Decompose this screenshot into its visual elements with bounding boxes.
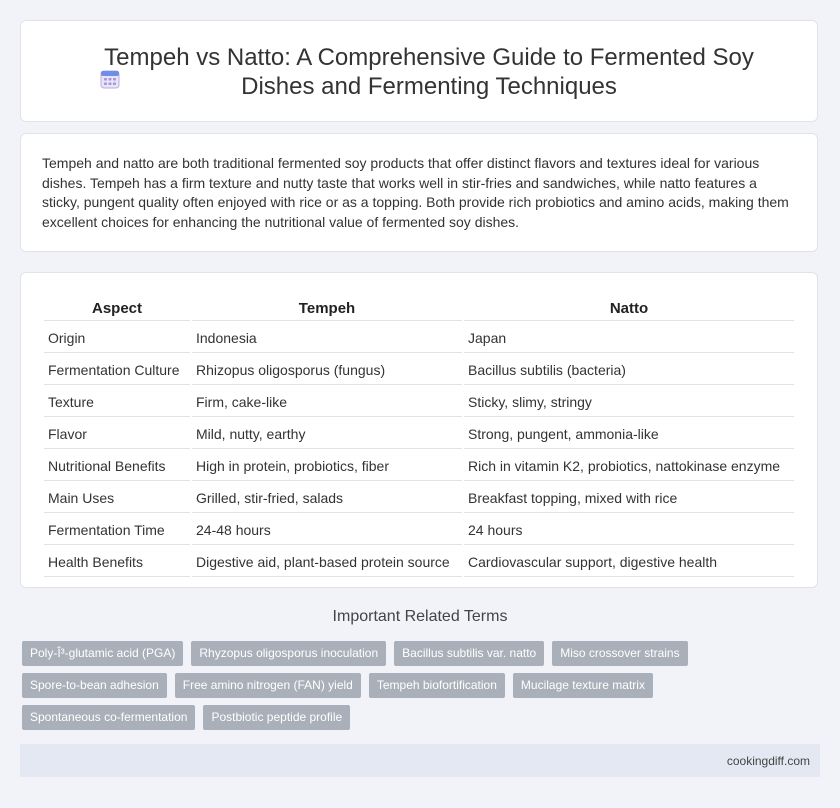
- intro-card: [20, 133, 818, 252]
- table-cell: 24-48 hours: [192, 515, 462, 545]
- table-row: [44, 355, 794, 385]
- table-cell: Health Benefits: [44, 547, 190, 577]
- footer: [20, 744, 820, 777]
- table-cell: Digestive aid, plant-based protein source: [192, 547, 462, 577]
- related-term-tag[interactable]: Postbiotic peptide profile: [203, 705, 350, 730]
- related-term-tag[interactable]: Free amino nitrogen (FAN) yield: [175, 673, 361, 698]
- table-header-row: [44, 297, 794, 321]
- related-terms-list: [22, 641, 702, 730]
- table-row: [44, 451, 794, 481]
- related-term-tag[interactable]: Poly-Î³-glutamic acid (PGA): [22, 641, 183, 666]
- table-cell: Bacillus subtilis (bacteria): [464, 355, 794, 385]
- column-header-aspect: Aspect: [44, 297, 190, 321]
- column-header-natto: Natto: [464, 297, 794, 321]
- comparison-card: [20, 272, 818, 588]
- table-cell: Fermentation Culture: [44, 355, 190, 385]
- table-cell: Indonesia: [192, 323, 462, 353]
- intro-paragraph: Tempeh and natto are both traditional fermented soy products that offer distinct flavors and textures ideal for various dishes. Tempeh has a firm texture and nutty taste that works well in stir-fries and sandwiches, while natto features a sticky, pungent quality often enjoyed with rice or as a topping. Both provide rich probiotics and amino acids, making them excellent choices for enhancing the nutritional value of fermented soy dishes.: [42, 155, 789, 230]
- table-cell: Rhizopus oligosporus (fungus): [192, 355, 462, 385]
- table-cell: Flavor: [44, 419, 190, 449]
- table-cell: Mild, nutty, earthy: [192, 419, 462, 449]
- table-row: [44, 515, 794, 545]
- table-cell: Cardiovascular support, digestive health: [464, 547, 794, 577]
- comparison-table: [42, 295, 796, 579]
- table-cell: Texture: [44, 387, 190, 417]
- table-row: [44, 323, 794, 353]
- table-cell: Fermentation Time: [44, 515, 190, 545]
- table-row: [44, 387, 794, 417]
- table-row: [44, 419, 794, 449]
- table-cell: High in protein, probiotics, fiber: [192, 451, 462, 481]
- related-term-tag[interactable]: Tempeh biofortification: [369, 673, 505, 698]
- table-cell: Rich in vitamin K2, probiotics, nattokinase enzyme: [464, 451, 794, 481]
- table-cell: Japan: [464, 323, 794, 353]
- table-cell: 24 hours: [464, 515, 794, 545]
- table-cell: Strong, pungent, ammonia-like: [464, 419, 794, 449]
- related-term-tag[interactable]: Rhyzopus oligosporus inoculation: [191, 641, 386, 666]
- table-cell: Main Uses: [44, 483, 190, 513]
- table-cell: Breakfast topping, mixed with rice: [464, 483, 794, 513]
- related-term-tag[interactable]: Mucilage texture matrix: [513, 673, 653, 698]
- table-row: [44, 483, 794, 513]
- related-terms-heading: Important Related Terms: [332, 608, 508, 625]
- related-term-tag[interactable]: Spontaneous co-fermentation: [22, 705, 195, 730]
- related-term-tag[interactable]: Miso crossover strains: [552, 641, 687, 666]
- related-term-tag[interactable]: Bacillus subtilis var. natto: [394, 641, 544, 666]
- footer-site-link[interactable]: cookingdiff.com: [726, 754, 810, 768]
- page-title: Tempeh vs Natto: A Comprehensive Guide to Fermented Soy Dishes and Fermenting Techniques: [104, 44, 754, 100]
- table-cell: Firm, cake-like: [192, 387, 462, 417]
- table-cell: Origin: [44, 323, 190, 353]
- related-term-tag[interactable]: Spore-to-bean adhesion: [22, 673, 167, 698]
- table-row: [44, 547, 794, 577]
- title-card: [20, 20, 818, 122]
- table-cell: Grilled, stir-fried, salads: [192, 483, 462, 513]
- table-cell: Nutritional Benefits: [44, 451, 190, 481]
- column-header-tempeh: Tempeh: [192, 297, 462, 321]
- table-cell: Sticky, slimy, stringy: [464, 387, 794, 417]
